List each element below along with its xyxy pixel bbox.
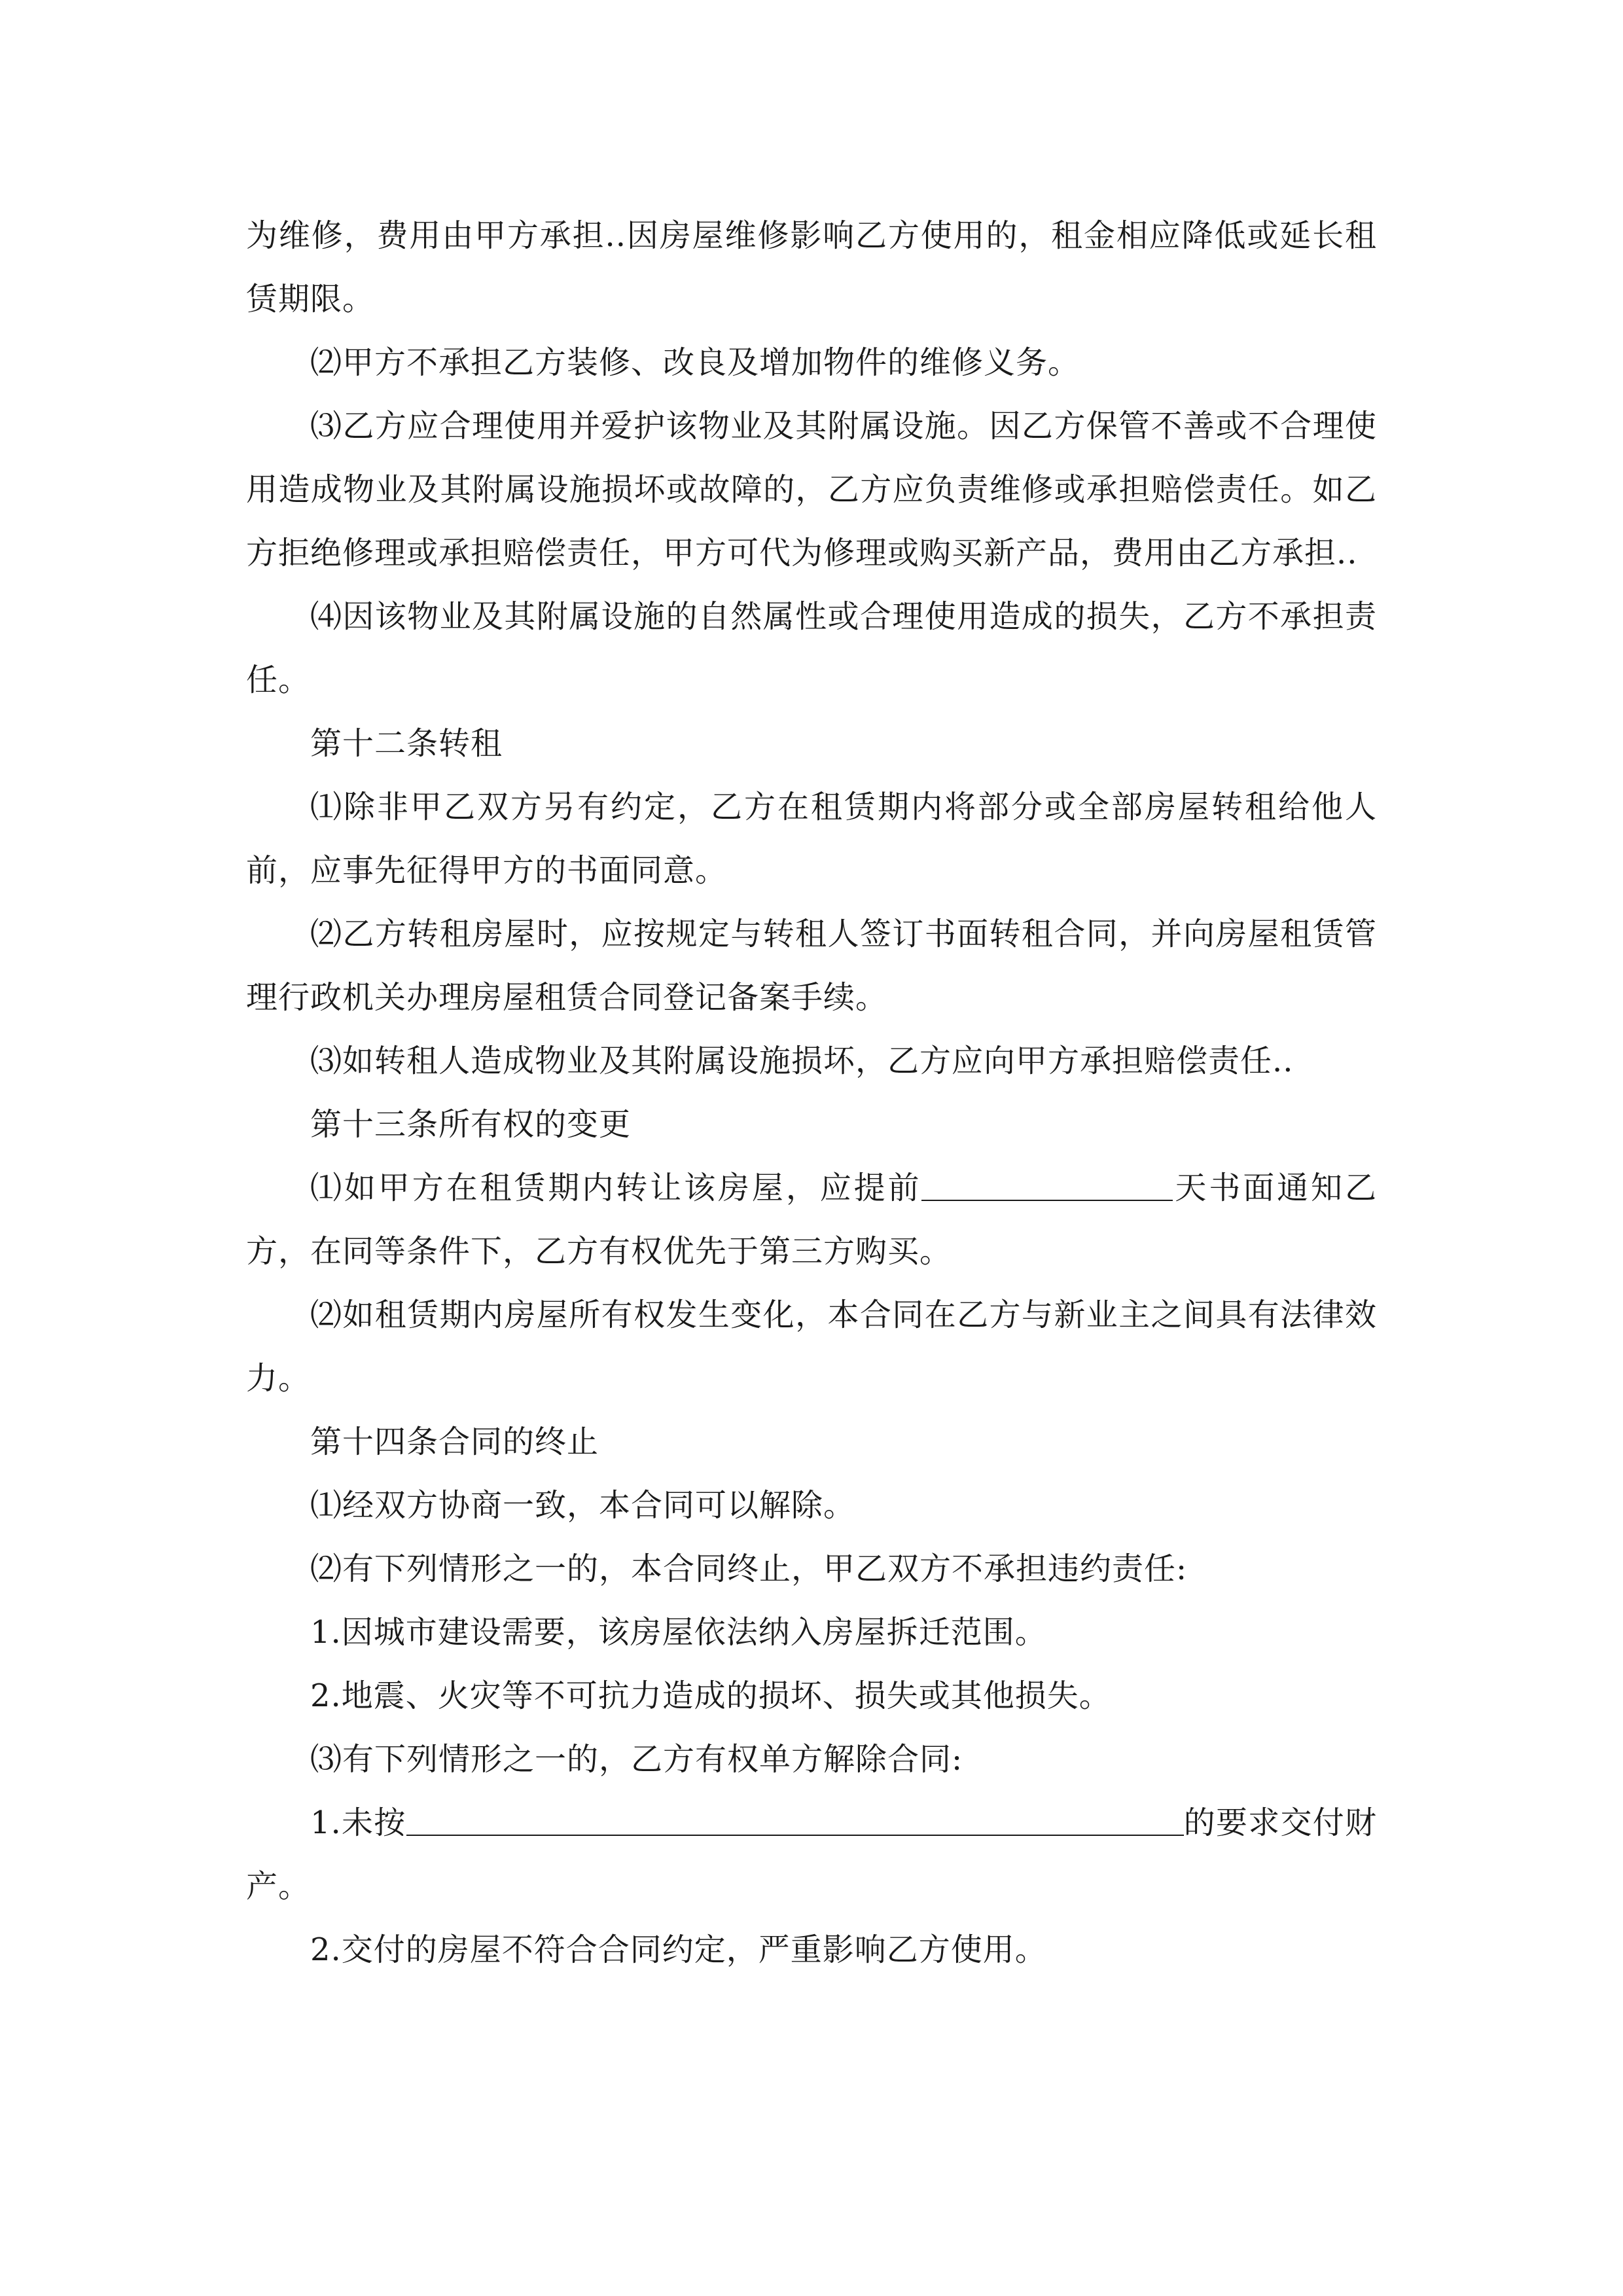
- paragraph-proper-use: ⑶乙方应合理使用并爱护该物业及其附属设施。因乙方保管不善或不合理使用造成物业及其附属设施损坏或故障的，乙方应负责维修或承担赔偿责任。如乙方拒绝修理或承担赔偿责任，甲方可代为修理或购买新产品，费用由乙方承担..: [246, 408, 1377, 571]
- heading-article-13-ownership: 第十三条所有权的变更: [310, 1106, 632, 1143]
- transfer-notice-text-before: ⑴如甲方在租赁期内转让该房屋，应提前: [310, 1170, 922, 1206]
- delivery-text-before: 1.未按: [310, 1804, 406, 1841]
- paragraph-ownership-change: ⑵如租赁期内房屋所有权发生变化，本合同在乙方与新业主之间具有法律效力。: [246, 1297, 1377, 1397]
- paragraph-sublease-consent: ⑴除非甲乙双方另有约定，乙方在租赁期内将部分或全部房屋转租给他人前，应事先征得甲方的书面同意。: [246, 789, 1377, 889]
- paragraph-transfer-notice: [246, 1157, 1377, 1283]
- list-item-delivery-requirement: [246, 1791, 1377, 1918]
- document-body: [246, 204, 1377, 1982]
- paragraph-mutual-termination: ⑴经双方协商一致，本合同可以解除。: [310, 1487, 856, 1524]
- paragraph-termination-cases: ⑵有下列情形之一的，本合同终止，甲乙双方不承担违约责任:: [310, 1551, 1188, 1587]
- transfer-notice-text-after: 天书面通知乙方，在同等条件下，乙方有权优先于第三方购买。: [246, 1170, 1377, 1270]
- heading-article-14-termination: 第十四条合同的终止: [310, 1424, 599, 1460]
- paragraph-natural-loss: ⑷因该物业及其附属设施的自然属性或合理使用造成的损失，乙方不承担责任。: [246, 598, 1377, 698]
- list-item-demolition: 1.因城市建设需要，该房屋依法纳入房屋拆迁范围。: [310, 1614, 1047, 1651]
- paragraph-sublease-contract: ⑵乙方转租房屋时，应按规定与转租人签订书面转租合同，并向房屋租赁管理行政机关办理房屋租赁合同登记备案手续。: [246, 916, 1377, 1016]
- delivery-requirement-blank: [406, 1808, 1184, 1836]
- paragraph-repair-cost: 为维修，费用由甲方承担..因房屋维修影响乙方使用的，租金相应降低或延长租赁期限。: [246, 217, 1377, 317]
- paragraph-sublease-damage: ⑶如转租人造成物业及其附属设施损坏，乙方应向甲方承担赔偿责任..: [310, 1043, 1294, 1079]
- paragraph-no-renovation-repair: ⑵甲方不承担乙方装修、改良及增加物件的维修义务。: [310, 344, 1080, 381]
- delivery-text-after: 的要求交付财产。: [246, 1804, 1377, 1905]
- paragraph-unilateral-termination: ⑶有下列情形之一的，乙方有权单方解除合同:: [310, 1741, 963, 1778]
- heading-article-12-sublease: 第十二条转租: [310, 725, 503, 762]
- notice-days-blank: [921, 1174, 1173, 1201]
- list-item-force-majeure: 2.地震、火灾等不可抗力造成的损坏、损失或其他损失。: [310, 1677, 1111, 1714]
- list-item-nonconforming-house: 2.交付的房屋不符合合同约定，严重影响乙方使用。: [310, 1931, 1047, 1968]
